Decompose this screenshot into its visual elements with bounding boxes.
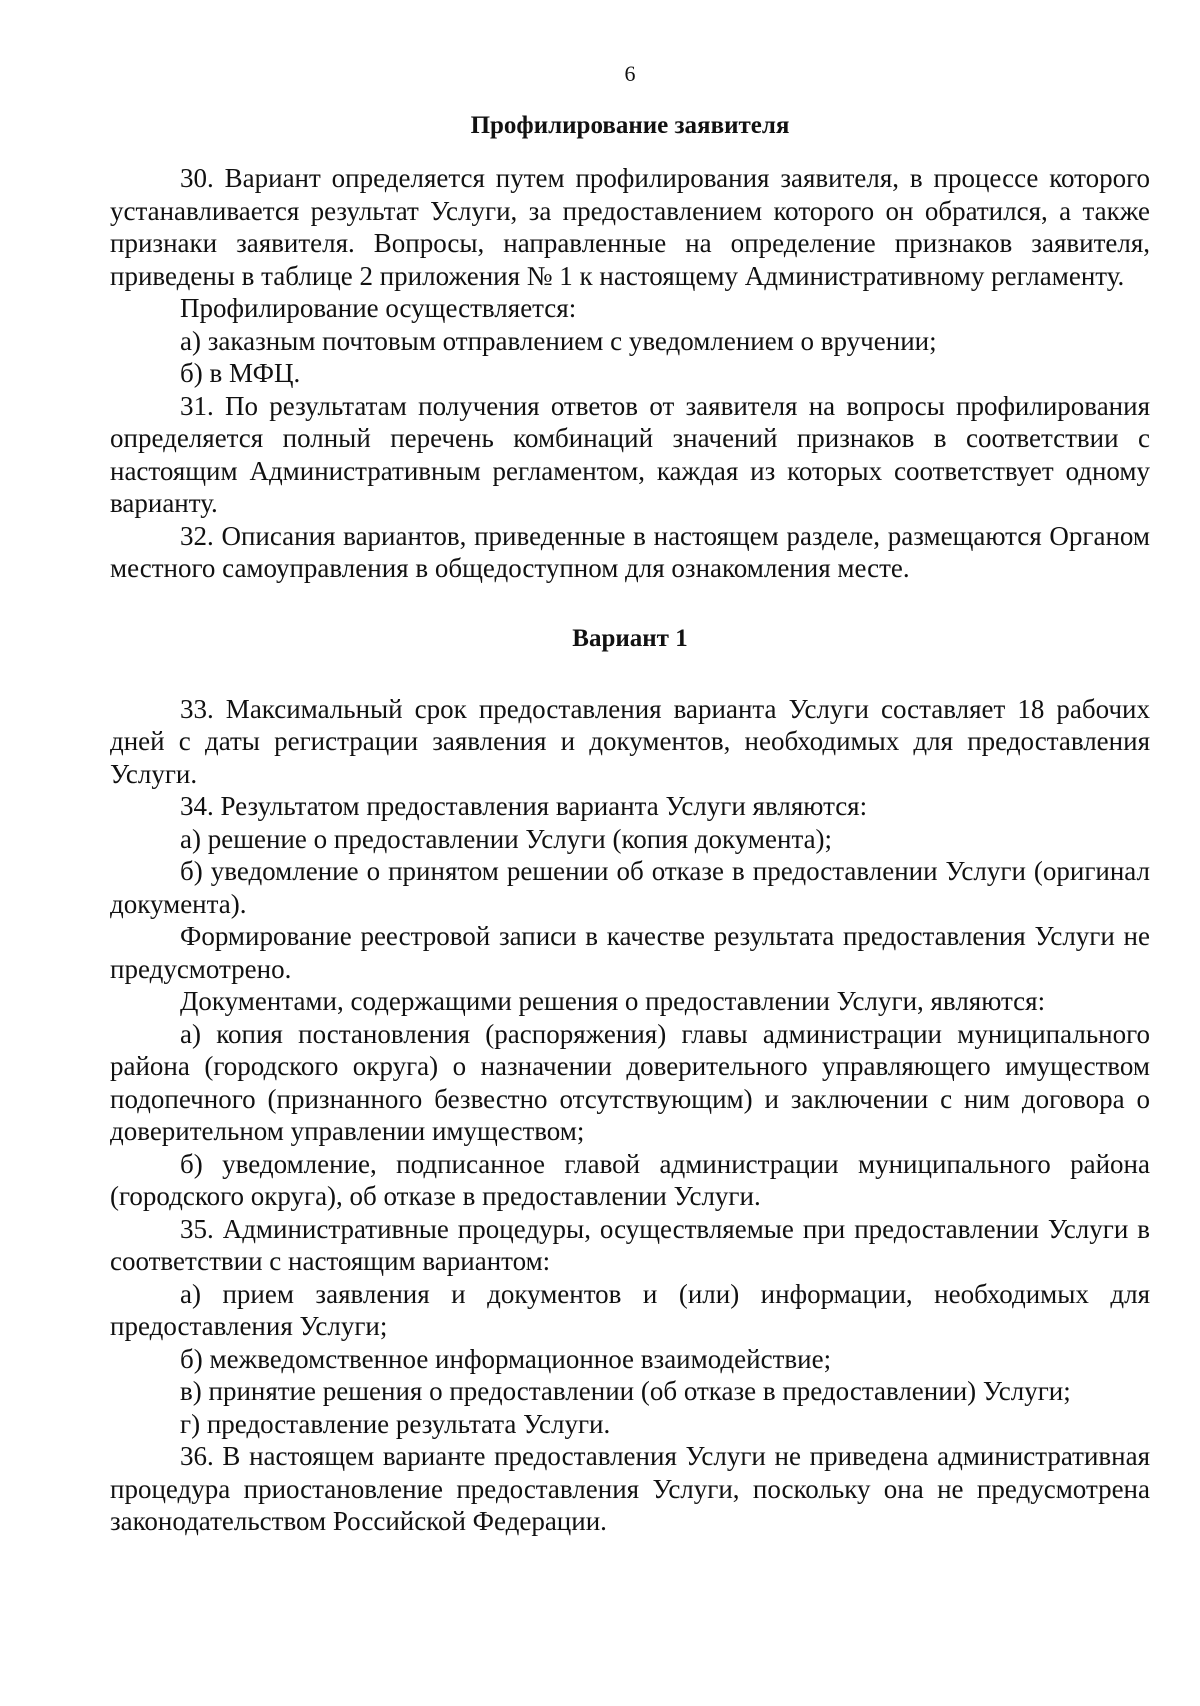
list-item-a: а) прием заявления и документов и (или) информации, необходимых для предоставления Услуги;	[110, 1278, 1150, 1341]
page-number: 6	[624, 61, 636, 86]
paragraph-documents-intro: Документами, содержащими решения о предоставлении Услуги, являются:	[180, 986, 1046, 1016]
list-item-v: в) принятие решения о предоставлении (об отказе в предоставлении) Услуги;	[180, 1376, 1071, 1406]
paragraph-35: 35. Административные процедуры, осуществляемые при предоставлении Услуги в соответствии с настоящим вариантом:	[110, 1213, 1150, 1276]
list-item-g: г) предоставление результата Услуги.	[180, 1408, 611, 1439]
list-item-a: а) копия постановления (распоряжения) главы администрации муниципального района (городского округа) о назначении доверительного управляющего имуществом подопечного (признанного безвестно отсутствующим) и заключении с ним договора о доверительном управлении имуществом;	[110, 1018, 1150, 1146]
document-page	[110, 0, 1150, 1706]
list-item-a: а) заказным почтовым отправлением с уведомлением о вручении;	[180, 325, 937, 356]
paragraph-36: 36. В настоящем варианте предоставления Услуги не приведена административная процедура приостановление предоставления Услуги, поскольку она не предусмотрена законодательством Российской Федерации.	[110, 1441, 1150, 1536]
paragraph-33: 33. Максимальный срок предоставления варианта Услуги составляет 18 рабочих дней с даты регистрации заявления и документов, необходимых для предоставления Услуги.	[110, 693, 1150, 789]
paragraph-31: 31. По результатам получения ответов от заявителя на вопросы профилирования определяется полный перечень комбинаций значений признаков в соответствии с настоящим Административным регламентом, каждая из которых соответствует одному варианту.	[110, 390, 1150, 518]
paragraph-30: 30. Вариант определяется путем профилирования заявителя, в процессе которого устанавливается результат Услуги, за предоставлением которого он обратился, а также признаки заявителя. Вопросы, направленные на определение признаков заявителя, приведены в таблице 2 приложения № 1 к настоящему Административному регламенту.	[110, 163, 1150, 291]
list-item-b: б) уведомление, подписанное главой администрации муниципального района (городского округа), об отказе в предоставлении Услуги.	[110, 1148, 1150, 1211]
paragraph-profiling-intro: Профилирование осуществляется:	[180, 293, 577, 323]
paragraph-34: 34. Результатом предоставления варианта Услуги являются:	[180, 791, 868, 821]
list-item-b: б) межведомственное информационное взаимодействие;	[180, 1343, 832, 1374]
section-heading-variant-1: Вариант 1	[572, 624, 688, 652]
list-item-b: б) в МФЦ.	[180, 358, 301, 388]
list-item-b: б) уведомление о принятом решении об отказе в предоставлении Услуги (оригинал документа).	[110, 856, 1150, 919]
list-item-a: а) решение о предоставлении Услуги (копия документа);	[180, 823, 833, 854]
document-body	[110, 110, 1150, 1538]
paragraph-registry-record: Формирование реестровой записи в качестве результата предоставления Услуги не предусмотрено.	[110, 921, 1150, 984]
paragraph-32: 32. Описания вариантов, приведенные в настоящем разделе, размещаются Органом местного самоуправления в общедоступном для ознакомления месте.	[110, 520, 1150, 583]
section-heading-profiling: Профилирование заявителя	[470, 112, 790, 139]
